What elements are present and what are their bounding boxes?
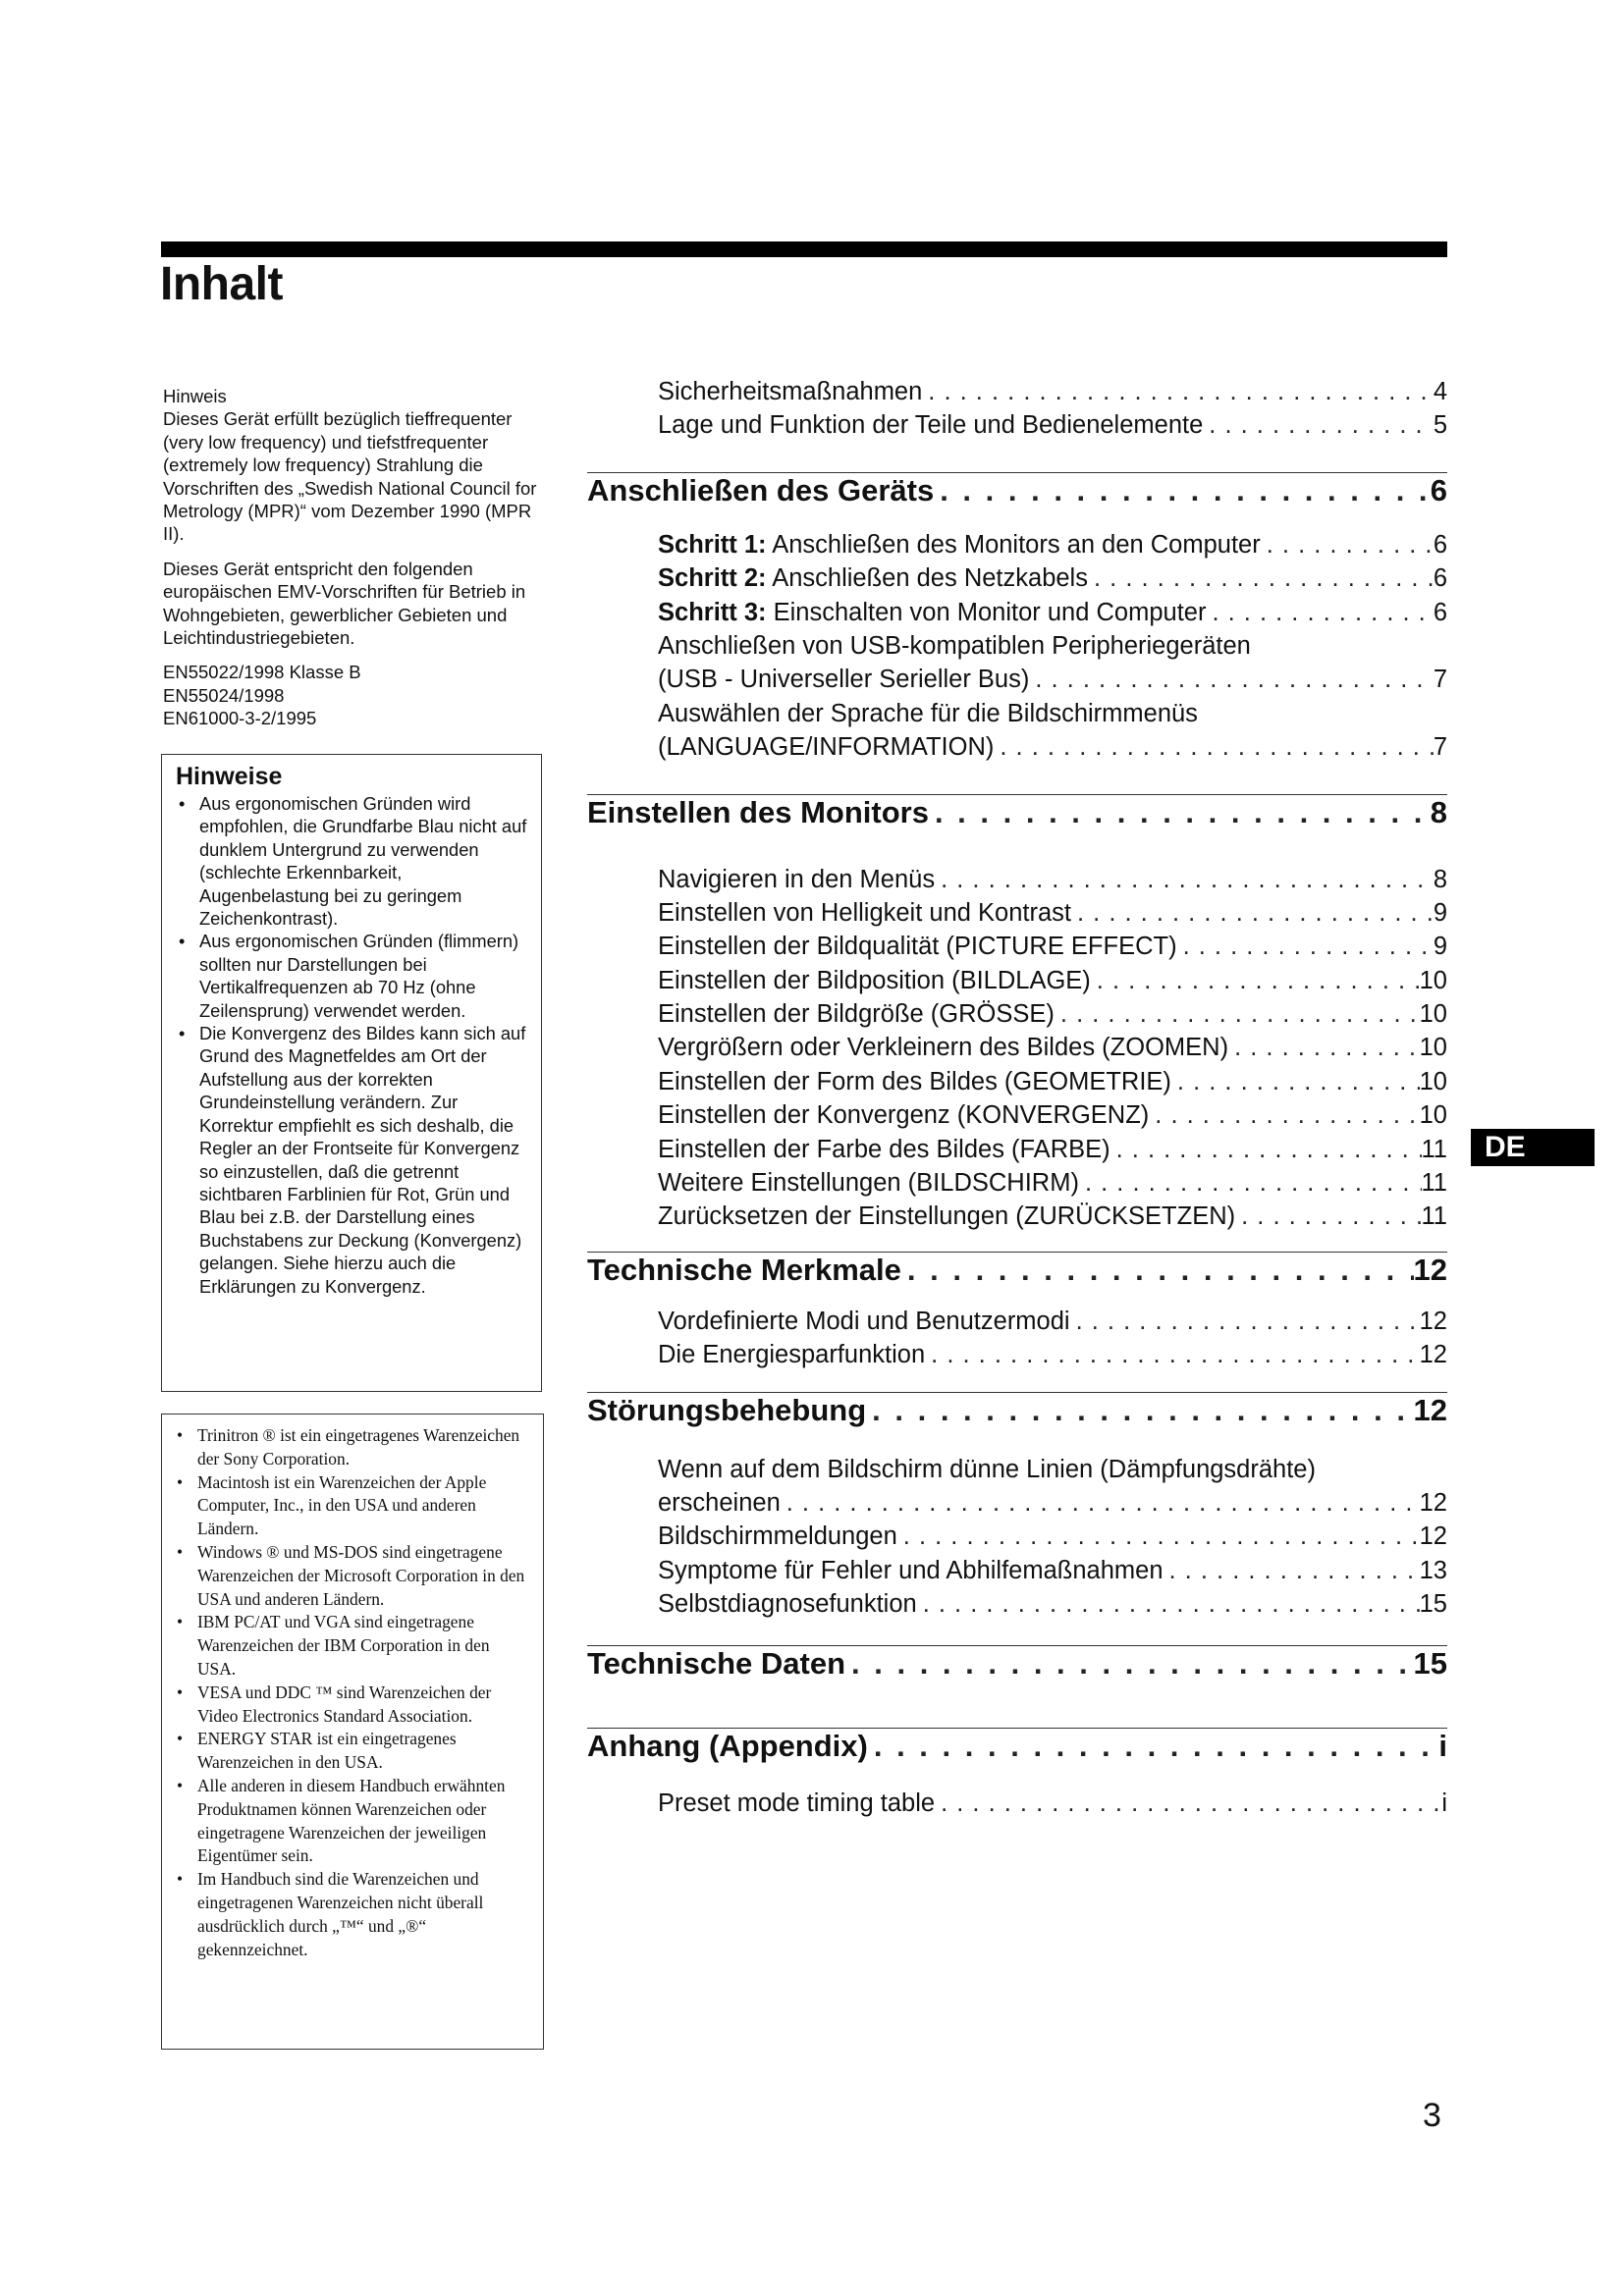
hinweise-item: • Die Konvergenz des Bildes kann sich auf Grund des Magnetfeldes am Ort der Aufstellung aus der korrekten Grundeinstellung verändern. Zur Korrektur empfiehlt es sich deshalb, die Regler an der Frontseite für Konvergenz so einzustellen, daß die getrennt sichtbaren Farblinien für Rot, Grün und Blau bei z.B. der Darstellung eines Buchstabens zur Deckung (Konvergenz) gelangen. Siehe hierzu auch die Erklärungen zu Konvergenz. [176,1022,529,1298]
toc-entry[interactable]: Einstellen der Bildgröße (GRÖSSE) . . . 10 [658,997,1447,1031]
trademark-item: • Windows ® und MS-DOS sind eingetragene Warenzeichen der Microsoft Corporation in den USA und anderen Ländern. [174,1541,531,1611]
toc-entry[interactable]: (LANGUAGE/INFORMATION) . . . 7 [658,730,1447,764]
toc-entry[interactable]: Sicherheitsmaßnahmen . . . 4 [658,375,1447,408]
toc-entry[interactable]: Schritt 1: Anschließen des Monitors an den Computer . . . 6 [658,528,1447,561]
hinweis-block [163,385,541,649]
toc-entry[interactable]: Einstellen von Helligkeit und Kontrast . . . 9 [658,896,1447,930]
toc-entry-line1[interactable]: Auswählen der Sprache für die Bildschirmmenüs [658,699,1198,727]
toc-section-stoerung [587,1392,1447,1622]
toc-entry[interactable]: Einstellen der Farbe des Bildes (FARBE) . . . 11 [658,1133,1447,1166]
toc-section-anhang [587,1728,1447,1820]
toc-entry[interactable]: (USB - Universeller Serieller Bus) . . . 7 [658,663,1447,696]
toc-entry[interactable]: Vordefinierte Modi und Benutzermodi . . . 12 [658,1305,1447,1338]
toc-entry[interactable]: Einstellen der Bildqualität (PICTURE EFFECT) . . . 9 [658,930,1447,963]
title-rule [161,241,1447,257]
toc-entry[interactable]: Die Energiesparfunktion . . . 12 [658,1338,1447,1371]
trademark-item: • Alle anderen in diesem Handbuch erwähnten Produktnamen können Warenzeichen oder eingetragene Warenzeichen der jeweiligen Eigentümer sein. [174,1775,531,1868]
trademark-item: • Im Handbuch sind die Warenzeichen und eingetragenen Warenzeichen nicht überall ausdrücklich durch „™“ und „®“ gekennzeichnet. [174,1868,531,1961]
hinweise-item: • Aus ergonomischen Gründen (flimmern) sollten nur Darstellungen bei Vertikalfrequenzen ab 70 Hz (ohne Zeilensprung) verwendet werden. [176,930,529,1022]
toc-section-daten [587,1645,1447,1692]
toc-section-heading[interactable]: Störungsbehebung . . . 12 [587,1392,1447,1439]
toc-section-einstellen [587,794,1447,1234]
left-column [163,385,541,748]
toc-section-heading[interactable]: Anhang (Appendix) . . . i [587,1728,1447,1775]
trademark-item: • ENERGY STAR ist ein eingetragenes Warenzeichen in den USA. [174,1728,531,1775]
toc-entry[interactable]: Weitere Einstellungen (BILDSCHIRM) . . . 11 [658,1166,1447,1200]
toc-entry[interactable]: Preset mode timing table . . . i [658,1787,1447,1820]
toc-section-heading[interactable]: Technische Daten . . . 15 [587,1645,1447,1692]
toc-intro [587,375,1447,443]
hinweise-item: • Aus ergonomischen Gründen wird empfohlen, die Grundfarbe Blau nicht auf dunklem Untergrund zu verwenden (schlechte Erkennbarkeit, Augenbelastung bei zu geringem Zeichenkontrast). [176,792,529,930]
toc-entry-line1[interactable]: Wenn auf dem Bildschirm dünne Linien (Dämpfungsdrähte) [658,1455,1316,1483]
toc-entry[interactable]: Navigieren in den Menüs . . . 8 [658,863,1447,896]
language-tab: DE [1471,1129,1595,1166]
standard-item: EN55024/1998 [163,684,285,706]
toc-section-anschliessen [587,472,1447,765]
standard-item: EN55022/1998 Klasse B [163,662,361,683]
toc-entry[interactable]: Lage und Funktion der Teile und Bedienelemente . . . 5 [658,408,1447,442]
toc-entry[interactable]: Schritt 2: Anschließen des Netzkabels . . . 6 [658,561,1447,595]
toc-entry[interactable]: Selbstdiagnosefunktion . . . 15 [658,1587,1447,1621]
trademark-item: • IBM PC/AT und VGA sind eingetragene Warenzeichen der IBM Corporation in den USA. [174,1611,531,1681]
toc-entry[interactable]: Vergrößern oder Verkleinern des Bildes (ZOOMEN) . . . 10 [658,1031,1447,1064]
trademark-item: • Macintosh ist ein Warenzeichen der Apple Computer, Inc., in den USA und anderen Ländern. [174,1471,531,1541]
standard-item: EN61000-3-2/1995 [163,708,317,729]
page-number: 3 [1423,2097,1441,2134]
toc-section-heading[interactable]: Anschließen des Geräts . . . 6 [587,472,1447,519]
toc-entry[interactable]: Zurücksetzen der Einstellungen (ZURÜCKSETZEN) . . . 11 [658,1200,1447,1233]
table-of-contents [587,375,1447,1820]
page-title: Inhalt [160,258,283,310]
hinweise-box [161,754,542,1392]
hinweis-label: Hinweis [163,386,227,406]
emv-notice: Dieses Gerät entspricht den folgenden europäischen EMV-Vorschriften für Betrieb in Wohngebieten, gewerblicher Gebieten und Leichtindustriegebieten. [163,558,526,649]
toc-section-heading[interactable]: Technische Merkmale . . . 12 [587,1252,1447,1299]
standards-list [163,661,541,729]
hinweise-title: Hinweise [176,763,283,790]
toc-entry[interactable]: Schritt 3: Einschalten von Monitor und Computer . . . 6 [658,596,1447,629]
mpr-notice: Dieses Gerät erfüllt bezüglich tieffrequenter (very low frequency) und tiefstfrequenter (extremely low frequency) Strahlung die Vorschriften des „Swedish National Council for Metrology (MPR)“ vom Dezember 1990 (MPR II). [163,408,537,545]
trademark-item: • Trinitron ® ist ein eingetragenes Warenzeichen der Sony Corporation. [174,1424,531,1471]
toc-entry[interactable]: Einstellen der Form des Bildes (GEOMETRIE) . . . 10 [658,1065,1447,1098]
toc-section-heading[interactable]: Einstellen des Monitors . . . 8 [587,794,1447,841]
toc-entry[interactable]: Einstellen der Bildposition (BILDLAGE) . . . 10 [658,964,1447,997]
toc-entry[interactable]: erscheinen . . . 12 [658,1486,1447,1520]
toc-entry[interactable]: Einstellen der Konvergenz (KONVERGENZ) . . . 10 [658,1098,1447,1132]
toc-section-merkmale [587,1252,1447,1372]
trademark-item: • VESA und DDC ™ sind Warenzeichen der Video Electronics Standard Association. [174,1682,531,1729]
toc-entry-line1[interactable]: Anschließen von USB-kompatiblen Peripheriegeräten [658,631,1251,660]
toc-entry[interactable]: Symptome für Fehler und Abhilfemaßnahmen . . . 13 [658,1554,1447,1587]
trademarks-box [161,1414,544,2050]
toc-entry[interactable]: Bildschirmmeldungen . . . 12 [658,1520,1447,1553]
